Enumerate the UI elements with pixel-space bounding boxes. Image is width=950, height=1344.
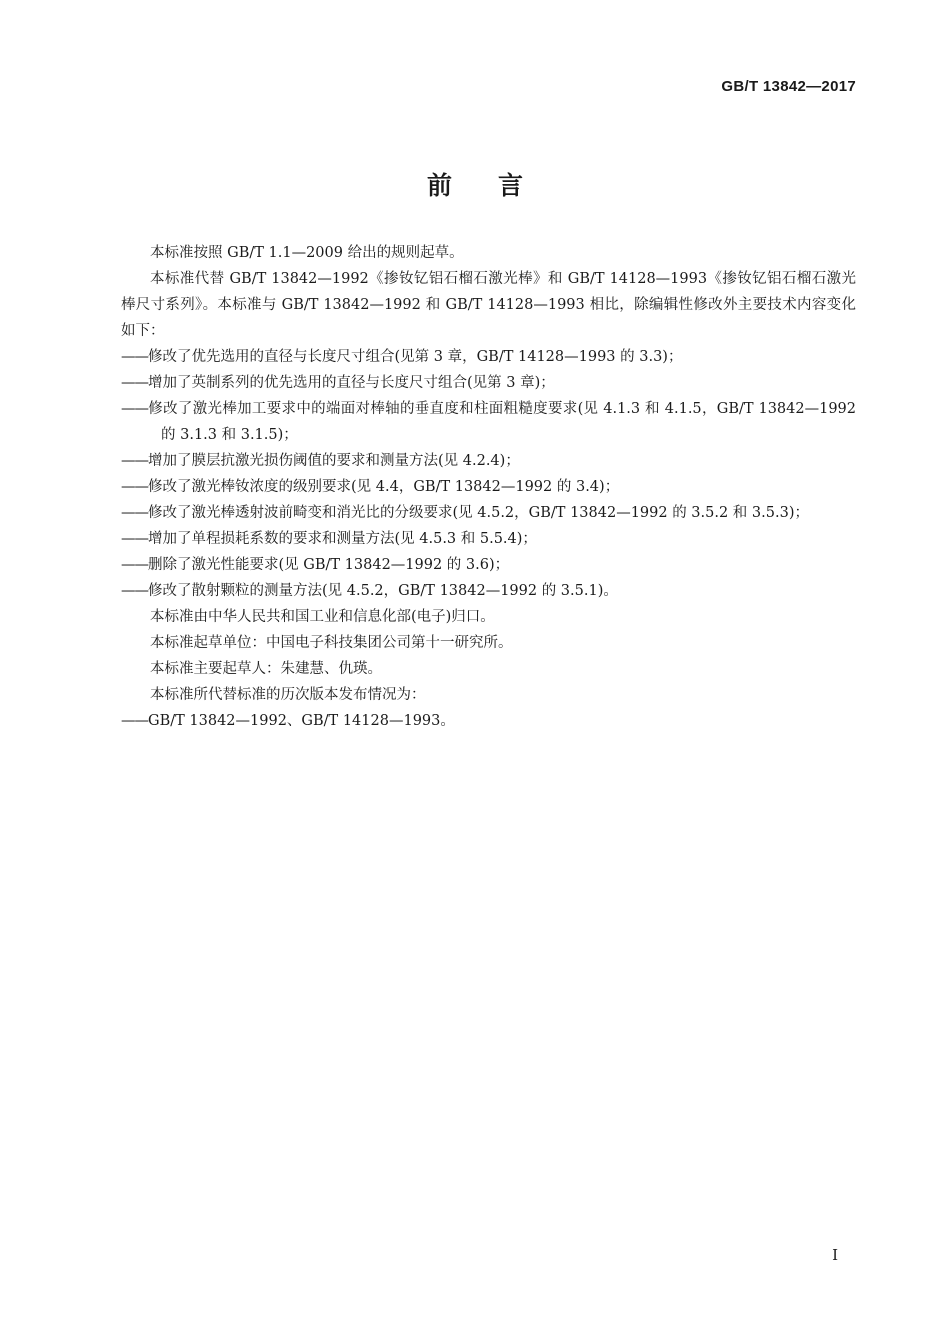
paragraph: 本标准由中华人民共和国工业和信息化部(电子)归口。 <box>150 609 495 625</box>
history-item: ——GB/T 13842—1992、GB/T 14128—1993。 <box>121 713 455 729</box>
page-number: I <box>832 1246 838 1264</box>
list-item: ——修改了优先选用的直径与长度尺寸组合(见第 3 章，GB/T 14128—1993 的 3.3)； <box>121 349 683 365</box>
paragraph: 本标准起草单位：中国电子科技集团公司第十一研究所。 <box>150 635 513 651</box>
paragraph: 本标准主要起草人：朱建慧、仇瑛。 <box>150 661 382 677</box>
standard-code: GB/T 13842—2017 <box>721 78 856 95</box>
list-item: ——修改了激光棒加工要求中的端面对棒轴的垂直度和柱面粗糙度要求(见 4.1.3 和 4.1.5，GB/T 13842—1992 的 3.1.3 和 3.1.5)； <box>121 401 856 443</box>
list-item: ——增加了英制系列的优先选用的直径与长度尺寸组合(见第 3 章)； <box>121 375 555 391</box>
paragraph: 本标准按照 GB/T 1.1—2009 给出的规则起草。 <box>150 245 464 261</box>
page-title: 前言 <box>426 171 569 200</box>
list-item: ——修改了散射颗粒的测量方法(见 4.5.2，GB/T 13842—1992 的 3.5.1)。 <box>121 583 618 599</box>
list-item: ——增加了膜层抗激光损伤阈值的要求和测量方法(见 4.2.4)； <box>121 453 520 469</box>
list-item: ——删除了激光性能要求(见 GB/T 13842—1992 的 3.6)； <box>121 557 510 573</box>
list-item: ——增加了单程损耗系数的要求和测量方法(见 4.5.3 和 5.5.4)； <box>121 531 537 547</box>
foreword-body <box>121 240 856 734</box>
list-item: ——修改了激光棒钕浓度的级别要求(见 4.4，GB/T 13842—1992 的 3.4)； <box>121 479 620 495</box>
paragraph: 本标准代替 GB/T 13842—1992《掺钕钇铝石榴石激光棒》和 GB/T 14128—1993《掺钕钇铝石榴石激光棒尺寸系列》。本标准与 GB/T 13842—1992 和 GB/T 14128—1993 相比，除编辑性修改外主要技术内容变化如下： <box>121 271 856 339</box>
paragraph: 本标准所代替标准的历次版本发布情况为： <box>150 687 426 703</box>
list-item: ——修改了激光棒透射波前畸变和消光比的分级要求(见 4.5.2，GB/T 13842—1992 的 3.5.2 和 3.5.3)； <box>121 505 809 521</box>
